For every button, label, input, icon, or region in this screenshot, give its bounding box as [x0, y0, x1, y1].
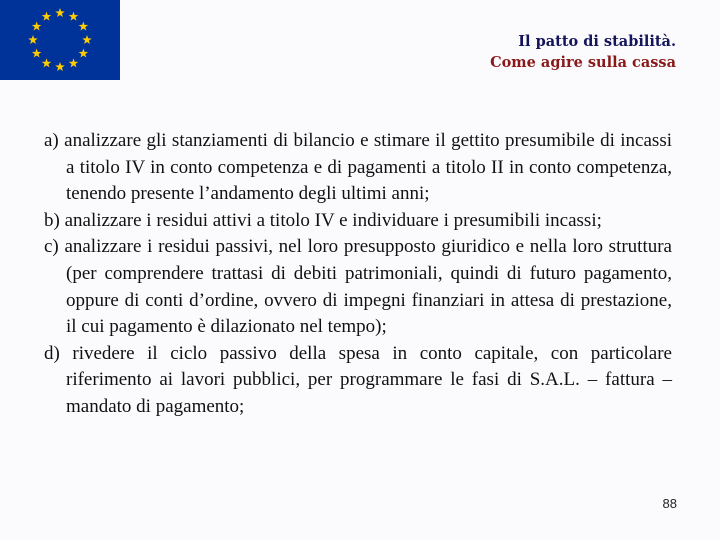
- list-item-b: b) analizzare i residui attivi a titolo IV e individuare i presumibili incassi;: [44, 209, 602, 231]
- slide-header: [490, 31, 676, 73]
- list-item-c: c) analizzare i residui passivi, nel loro presupposto giuridico e nella loro struttura (per comprendere trattasi di debiti patrimoniali, quindi di futuro pagamento, oppure di conti d’ordine, ovvero di impegni finanziari in attesa di prestazione, il cui pagamento è dilazionato nel tempo);: [44, 236, 672, 338]
- list-item-a: a) analizzare gli stanziamenti di bilancio e stimare il gettito presumibile di incassi a titolo IV in conto competenza e di pagamenti a titolo II in conto competenza, tenendo presente l’andamento degli ultimi anni;: [44, 130, 672, 205]
- page-number: 88: [662, 496, 677, 511]
- slide-subtitle: Come agire sulla cassa: [490, 54, 676, 71]
- body-text: [44, 128, 672, 421]
- eu-flag-icon: [0, 0, 120, 80]
- slide-title: Il patto di stabilità.: [518, 33, 676, 50]
- list-item-d: d) rivedere il ciclo passivo della spesa in conto capitale, con particolare riferimento ai lavori pubblici, per programmare le fasi di S.A.L. – fattura – mandato di pagamento;: [44, 342, 672, 417]
